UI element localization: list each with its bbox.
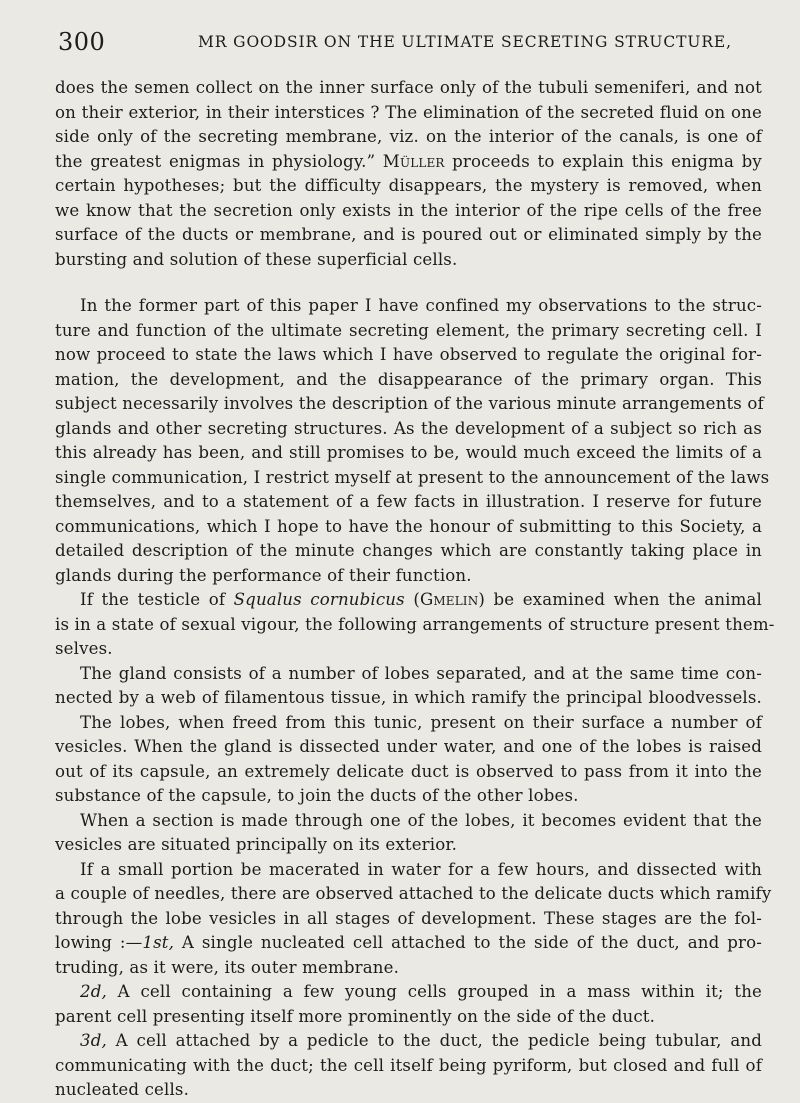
text-line: 3d, A cell attached by a pedicle to the duct, the pedicle being tubular, and <box>80 1031 762 1050</box>
text-line: through the lobe vesicles in all stages of development. These stages are the fol- <box>55 908 762 928</box>
running-title: MR GOODSIR ON THE ULTIMATE SECRETING STRUCTURE, <box>198 33 732 51</box>
ordinal-label: 1st, <box>142 933 174 952</box>
text-line: glands and other secreting structures. As the development of a subject so rich as <box>55 418 762 438</box>
text-line: truding, as it were, its outer membrane. <box>55 957 399 977</box>
body-text <box>55 76 775 1103</box>
text-line: does the semen collect on the inner surface only of the tubuli semeniferi, and not <box>55 78 762 97</box>
text-line: glands during the performance of their function. <box>55 565 472 585</box>
text-line: mation, the development, and the disappearance of the primary organ. This <box>55 369 762 389</box>
page-header <box>58 28 758 58</box>
text-line: If the testicle of Squalus cornubicus (Gmelin) be examined when the animal <box>80 590 762 609</box>
text-line: bursting and solution of these superficial cells. <box>55 249 458 269</box>
text-line: substance of the capsule, to join the ducts of the other lobes. <box>55 786 579 805</box>
text-line: now proceed to state the laws which I have observed to regulate the original for- <box>55 345 762 364</box>
text-line: The lobes, when freed from this tunic, present on their surface a number of <box>80 712 762 732</box>
text-line: out of its capsule, an extremely delicate duct is observed to pass from it into the <box>55 761 762 781</box>
author-name: Gmelin <box>419 590 479 609</box>
text-line: The gland consists of a number of lobes separated, and at the same time con- <box>80 663 762 683</box>
text-line: vesicles are situated principally on its exterior. <box>55 835 458 854</box>
text-line: communicating with the duct; the cell itself being pyriform, but closed and full of <box>55 1055 762 1075</box>
ordinal-label: 2d, <box>80 982 107 1001</box>
text-line: surface of the ducts or membrane, and is poured out or eliminated simply by the <box>55 225 762 244</box>
ordinal-label: 3d, <box>80 1031 107 1050</box>
text-line: 2d, A cell containing a few young cells grouped in a mass within it; the <box>80 982 762 1001</box>
text-line: parent cell presenting itself more prominently on the side of the duct. <box>55 1006 656 1026</box>
text-line: themselves, and to a statement of a few facts in illustration. I reserve for future <box>55 492 762 511</box>
text-line: nucleated cells. <box>55 1080 189 1099</box>
species-name: Squalus cornubicus <box>233 590 405 609</box>
text-line: single communication, I restrict myself at present to the announcement of the laws <box>55 467 770 487</box>
text-line: certain hypotheses; but the difficulty disappears, the mystery is removed, when <box>55 176 762 195</box>
text-line: side only of the secreting membrane, viz. on the interior of the canals, is one of <box>55 127 762 146</box>
text-line: a couple of needles, there are observed attached to the delicate ducts which ramify <box>55 884 772 903</box>
author-name: Müller <box>382 151 445 171</box>
text-line: communications, which I hope to have the honour of submitting to this Society, a <box>55 516 762 536</box>
text-line: this already has been, and still promises to be, would much exceed the limits of a <box>55 443 762 462</box>
text-line: When a section is made through one of the lobes, it becomes evident that the <box>80 810 762 830</box>
text-line: subject necessarily involves the description of the various minute arrangements of <box>55 394 764 413</box>
text-line: If a small portion be macerated in water for a few hours, and dissected with <box>80 859 762 879</box>
text-line: on their exterior, in their interstices ? The elimination of the secreted fluid on one <box>55 102 762 122</box>
text-line: ture and function of the ultimate secreting element, the primary secreting cell. I <box>55 320 762 340</box>
text-line: the greatest enigmas in physiology.” Müller proceeds to explain this enigma by <box>55 151 762 171</box>
text-line: selves. <box>55 639 113 658</box>
page-number: 300 <box>58 28 106 56</box>
text-line: nected by a web of filamentous tissue, in which ramify the principal bloodvessels. <box>55 688 762 707</box>
text-line: vesicles. When the gland is dissected under water, and one of the lobes is raised <box>55 737 762 756</box>
text-line: we know that the secretion only exists in the interior of the ripe cells of the free <box>55 200 762 220</box>
text-line: detailed description of the minute changes which are constantly taking place in <box>55 541 762 560</box>
text-line: In the former part of this paper I have confined my observations to the struc- <box>80 296 762 315</box>
text-line: is in a state of sexual vigour, the following arrangements of structure present them- <box>55 614 775 634</box>
text-line: lowing :—1st, A single nucleated cell attached to the side of the duct, and pro- <box>55 933 762 952</box>
